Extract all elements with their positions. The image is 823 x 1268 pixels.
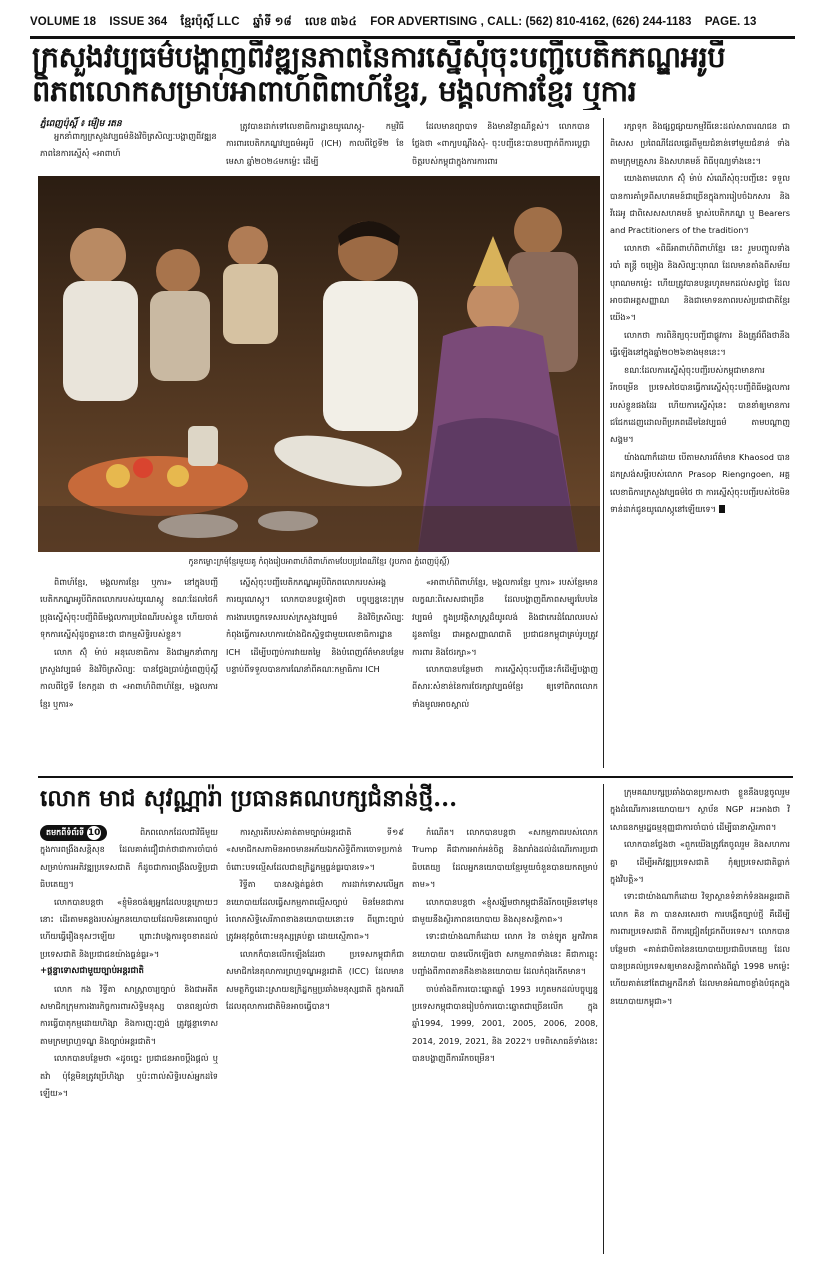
right-para-1: រក្សាទុក និងផ្សព្វផ្សាយកម្មវិធីនេះដល់សាធារណជន ជាពិសេស ប្រពៃណីដែលផ្ទេរពីមួយជំនាន់ទៅមួយជំនាន់ ទាំងតាមក្រុមគ្រួសារ និងសហគមន៍ ពិធីបុណ្យទាំងនេះ។ [610, 121, 790, 166]
article-separator [38, 776, 793, 778]
issue-label: ISSUE 364 [109, 16, 168, 28]
article2-headline: លោក មាជ សុវណ្ណារ៉ា ប្រធានគណបក្សជំនាន់ថ្មី... [40, 785, 458, 812]
right-para-4: លោកថា ការពិនិត្យចុះបញ្ជីជាផ្លូវការ និងត្រូវរំពឹងថានឹងធ្វើឡើងនៅក្នុងឆ្នាំ២០២៦ខាងមុខនេះ។ [610, 329, 790, 358]
article1-mid-col3: «អាពាហ៍ពិពាហ៍ខ្មែរ, មង្គលការខ្មែរ ឬការ» របស់ខ្មែរមានលក្ខណៈពិសេសជាច្រើន ដែលបង្ហាញពីភាពសម្បូរបែបនៃវប្បធម៌ ក្នុងប្រវត្តិសាស្ត្រដ៏យូរលង់ និងជាកេរដំណែលរបស់ដូនតាខ្មែរ ជាអត្តសញ្ញាណជាតិ ប្រជាជនកម្ពុជាគ្រប់រូបត្រូវការពារ និងថែរក្សា»។ លោកបានបន្ថែមថា ការស្នើសុំចុះបញ្ជីនេះក៏ដើម្បីបង្ហាញពីសារៈសំខាន់នៃការថែរក្សាវប្បធម៌ខ្មែរ ឲ្យទៅពិភពលោកទាំងមូលអាចស្គាល់ [412, 577, 598, 709]
end-mark [719, 505, 725, 513]
continued-pill: តមកពីទំព័រទី 10 [40, 825, 107, 841]
page-number: PAGE. 13 [704, 16, 757, 28]
wedding-photo-illustration [38, 176, 600, 552]
article1-top-col3: ដែលមានព្យាបាទ និងមានវិន្ញាណីខ្ពស់។ លោកបានថ្លែងថា «ពាក្យបណ្ដឹងសុំ- ចុះបញ្ជីនេះបានបញ្ជាក់ពីការប្តេជ្ញាចិត្តរបស់កម្ពុជាក្នុងការការពារ [412, 121, 590, 166]
right-para-6: យ៉ាងណាក៏ដោយ បើតាមសារព័ត៌មាន Khaosod បានដកស្រង់សម្តីរបស់លោក Prasop Riengngoen, អគ្គលេខាធិការក្រសួងវប្បធម៌ថៃ ថា ការស្នើសុំចុះបញ្ជីរបស់ថៃមិនទាន់ដាក់ជូនយូណេស្កូនៅឡើយទេ។ [610, 451, 790, 514]
photo-caption: កូនកម្លោះក្រមុំខ្មែរមួយគូ កំពុងរៀបអាពាហ៍ពិពាហ៍តាមបែបប្រពៃណីខ្មែរ (រូបភាព ភ្នំពេញប៉ុស្ដិ៍) [188, 557, 450, 566]
advertising-contact: FOR ADVERTISING , CALL: (562) 810-4162, (626) 244-1183 [370, 16, 692, 28]
masthead-rule [30, 36, 795, 39]
volume-label: VOLUME 18 [30, 16, 97, 28]
article1-right-column [610, 118, 790, 770]
article2-subhead: +ផ្តន្ទាទោសជាមួយច្បាប់អន្តរជាតិ [40, 966, 144, 977]
article1-mid-col1: ពិពាហ៍ខ្មែរ, មង្គលការខ្មែរ ឬការ» នៅក្នុងបញ្ជីបេតិកភណ្ឌអរូបីពិភពលោករបស់យូណេស្កូ ខណៈដែលថៃក៏ប្រុងស្នើសុំចុះបញ្ជីពិធីមង្គលការប្រពៃណីរបស់ខ្លួន ហើយចាត់ទុកការស្នើសុំដូចគ្នានេះថា ជាកម្មសិទ្ធិរបស់ខ្លួន។ លោក ស៊ុំ ម៉ាប់ អនុលេខាធិការ និងជាអ្នកនាំពាក្យក្រសួងវប្បធម៌ និងវិចិត្រសិល្បៈ បានថ្លែងប្រាប់ភ្នំពេញប៉ុស្តិ៍កាលពីថ្ងៃទី ខែកក្កដា ថា «អាពាហ៍ពិពាហ៍ខ្មែរ, មង្គលការខ្មែរ ឬការ» [40, 577, 218, 709]
article2-col3: កំណើត។ លោកបានបន្តថា «សកម្មភាពរបស់លោក Trump គឺជាការអាក់អន់ចិត្ត និងរារាំងដល់ដំណើរការប្រជាធិបតេយ្យ ដែលអ្នកនយោបាយខ្មែរមួយចំនួនបានយកតម្រាប់តាម»។ លោកបានបន្តថា «ខ្ញុំសង្ឃឹមថាកម្ពុជានឹងរីកចម្រើនទៅមុខ ជាមួយនឹងស្ថិរភាពនយោបាយ និងសុខសន្តិភាព»។ ទោះជាយ៉ាងណាក៏ដោយ លោក វ៉ន ចាន់ឡូត អ្នកវិភាគនយោបាយ បានលើកឡើងថា សកម្មភាពទាំងនេះ គឺជាការឆ្លុះបញ្ចាំងពីភាពតានតឹងខាងនយោបាយ ដែលកំពុងកើតមាន។ ចាប់តាំងពីការបោះឆ្នោតឆ្នាំ 1993 រហូតមកដល់បច្ចុប្បន្ន ប្រទេសកម្ពុជាបានរៀបចំការបោះឆ្នោតជាច្រើនលើក ក្នុងឆ្នាំ1994, 1999, 2001, 2005, 2006, 2008, 2014, 2019, 2021, និង 2022។ បទពិសោធន៍ទាំងនេះបានបង្ហាញពីការរីកចម្រើន។ [412, 827, 598, 1064]
wedding-photo [38, 176, 600, 552]
right-para-2: យោងតាមលោក ស៊ុំ ម៉ាប់ សំណើសុំចុះបញ្ជីនេះ ទទួលបានការគាំទ្រពីសហគមន៍ជាច្រើនក្នុងការរៀបចំឯកសារ និងវីដេអូ ជាពិសេសសហគមន៍ ម្ចាស់បេតិកភណ្ឌ ឬ Bearers and Practitioners of the tradition។ [610, 173, 790, 236]
article2-col4: ក្រុមគណបក្សប្រឆាំងបានប្រកាសថា ខ្លួននឹងបន្តចូលរួមក្នុងដំណើរការនយោបាយ។ ស្ថាប័ន NGP អះអាងថា វិសោធនកម្មរដ្ឋធម្មនុញ្ញជាការចាំបាច់ ដើម្បីធានាស្ថិរភាព។ លោកបានថ្លែងថា «ពួកយើងត្រូវតែចូលរួម និងសហការគ្នា ដើម្បីអភិវឌ្ឍប្រទេសជាតិ កុំឲ្យប្រទេសជាតិធ្លាក់ក្នុងវិបត្តិ»។ ទោះជាយ៉ាងណាក៏ដោយ វិទ្យាស្ថានទំនាក់ទំនងអន្តរជាតិ លោក គិន ភា បានសរសេរថា ការបង្កើតច្បាប់ថ្មី គឺដើម្បីការពារប្រទេសជាតិ ពីការជ្រៀតជ្រែកពីបរទេស។ លោកបានបន្ថែមថា «គាត់ជាបិតានៃនយោបាយប្រជាធិបតេយ្យ ដែលបានប្រគល់ប្រទេសឲ្យមានសន្តិភាពតាំងពីឆ្នាំ 1998 មកម្ល៉េះ ហើយគាត់នៅតែជាអ្នកដឹកនាំ ដែលមានអំណាចខ្លាំងបំផុតក្នុងនយោបាយកម្ពុជា»។ [610, 787, 790, 1006]
right-para-3: លោកថា «ពិធីអាពាហ៍ពិពាហ៍ខ្មែរ នេះ រួមបញ្ចូលទាំងរបាំ តន្ត្រី ចម្រៀង និងសិល្បៈបុរាណ ដែលមានតាំងពីសម័យបុរាណមកម្ល៉េះ ហើយត្រូវបានបន្តរហូតមកដល់សព្វថ្ងៃ ដែលអាចជាអត្តសញ្ញាណ និងជាមោទនភាពរបស់ប្រជាជាតិខ្មែរយើង»។ [610, 242, 790, 323]
khmer-issue: លេខ ៣៦៤ [305, 16, 357, 28]
paper-name: ខ្មែរប៉ុស្ដិ៍ LLC [180, 16, 240, 28]
column-divider-2 [603, 784, 604, 1254]
article1-mid-col2: ស្នើសុំចុះបញ្ជីបេតិកភណ្ឌអរូបីពិភពលោករបស់អង្គការយូណេស្កូ។ លោកបានបន្តទៀតថា បច្ចុប្បន្ននេះក្រុមការងារបច្ចេកទេសរបស់ក្រសួងវប្បធម៌ និងវិចិត្រសិល្បៈ កំពុងធ្វើការសហការយ៉ាងជិតស្និទ្ធជាមួយលេខាធិការដ្ឋាន ICH ដើម្បីបញ្ចប់ការវាយតម្លៃ និងបំពេញព័ត៌មានបន្ថែម បន្ទាប់ពីទទួលបានការណែនាំពីគណៈកម្មាធិការ ICH [226, 577, 404, 675]
masthead [30, 14, 790, 34]
article1-top-col2: ត្រូវបានដាក់ទៅលេខាធិការដ្ឋានយូណេស្កូ- កម្មវិធីការពារបេតិកភណ្ឌវប្បធម៌អរូបី (ICH) កាលពីថ្ងៃទី២ ខែមេសា ឆ្នាំ២០២៤មកម្ល៉េះ ដើម្បី [226, 121, 404, 166]
khmer-volume: ឆ្នាំទី ១៨ [252, 16, 292, 28]
byline: ភ្នំពេញប៉ុស្ដិ៍ ៖ ម៉ៀម រតន [40, 119, 122, 129]
right-para-5: ខណៈដែលការស្នើសុំចុះបញ្ជីរបស់កម្ពុជាមានការរីកចម្រើន ប្រទេសថៃបានធ្វើការស្នើសុំចុះបញ្ជីពិធីមង្គលការរបស់ខ្លួនផងដែរ ហើយការស្នើសុំនេះ បាននាំឲ្យមានការជជែកដេញដោលពីប្រភពដើមនៃវប្បធម៌ តាមបណ្ដាញសង្គម។ [610, 364, 790, 445]
article1-top-col1: អ្នកនាំពាក្យក្រសួងវប្បធម៌និងវិចិត្រសិល្បៈបង្ហាញពីវឌ្ឍនភាពនៃការស្នើសុំ «អាពាហ៍ [40, 131, 217, 159]
article2-col2: ការស្មារតីរបស់គាត់តាមច្បាប់អន្តរជាតិ ទី១៩ «សមាជិកសភាមិនអាចមានអភ័យឯកសិទ្ធិពីការចោទប្រកាន់ ចំពោះបទល្មើសដែលជាឧក្រិដ្ឋកម្មធ្ងន់ធ្ងរបានទេ»។ វិទ្ធីតា បានសង្កត់ធ្ងន់ថា ការដាក់ទោសលើអ្នកនយោបាយដែលធ្វើសកម្មភាពល្មើសច្បាប់ មិនមែនជាការរំលោភសិទ្ធិសេរីភាពខាងនយោបាយនោះទេ ពីព្រោះច្បាប់ត្រូវអនុវត្តចំពោះមនុស្សគ្រប់គ្នា ដោយស្មើភាព»។ លោកក៏បានលើកឡើងដែរថា ប្រទេសកម្ពុជាក៏ជាសមាជិកនៃតុលាការព្រហ្មទណ្ឌអន្តរជាតិ (ICC) ដែលមានសមត្ថកិច្ចដោះស្រាយឧក្រិដ្ឋកម្មប្រឆាំងមនុស្សជាតិ ក្នុងករណីដែលតុលាការជាតិមិនអាចធ្វើបាន។ [226, 827, 404, 1012]
continued-page-number: 10 [87, 828, 101, 838]
column-divider [603, 118, 604, 768]
article1-headline: ក្រសួងវប្បធម៌បង្ហាញពីវឌ្ឍនភាពនៃការស្នើសុំចុះបញ្ជីបេតិកភណ្ឌអរូបីពិភពលោកសម្រាប់អាពាហ៍ពិពាហ៍ខ្មែរ, មង្គលការខ្មែរ ឬការ [32, 40, 726, 108]
article2-col1: ពិភពលោកដែលជាវិធីមួយក្នុងការពង្រឹងសន្តិសុខ ដែលគាត់ជឿជាក់ថាជាការចាំបាច់សម្រាប់ការអភិវឌ្ឍប្រទេសជាតិ ក៏ដូចជាការពង្រឹងលទ្ធិប្រជាធិបតេយ្យ។ លោកបានបន្តថា «ខ្ញុំមិនចង់ឲ្យអ្នកដែលបន្តក្រោយៗនោះ ដើរតាមគន្លងរបស់អ្នកនយោបាយដែលមិនគោរពច្បាប់ ហើយធ្វើរឿងខុសៗឡើយ ព្រោះវាបង្កការខូចខាតដល់ប្រទេសជាតិ និងប្រជាជនយ៉ាងធ្ងន់ធ្ងរ»។ +ផ្តន្ទាទោសជាមួយច្បាប់អន្តរជាតិ លោក កង វិទ្ធីតា សាស្ត្រាចារ្យច្បាប់ និងជាអតីតសមាជិកក្រុមការងារកិច្ចការពារសិទ្ធិមនុស្ស បានពន្យល់ថា ការធ្វើបាតុកម្មដោយហិង្សា និងការញុះញង់ ត្រូវផ្ដន្ទាទោសតាមក្រមព្រហ្មទណ្ឌ និងច្បាប់អន្តរជាតិ។ លោកបានបន្ថែមថា «ដូចច្នេះ ប្រជាជនអាចប្តឹងផ្តល់ ឬតវ៉ា ប៉ុន្តែមិនត្រូវប្រើហិង្សា ឬប៉ះពាល់សិទ្ធិរបស់អ្នកដទៃឡើយ»។ [40, 827, 218, 1099]
